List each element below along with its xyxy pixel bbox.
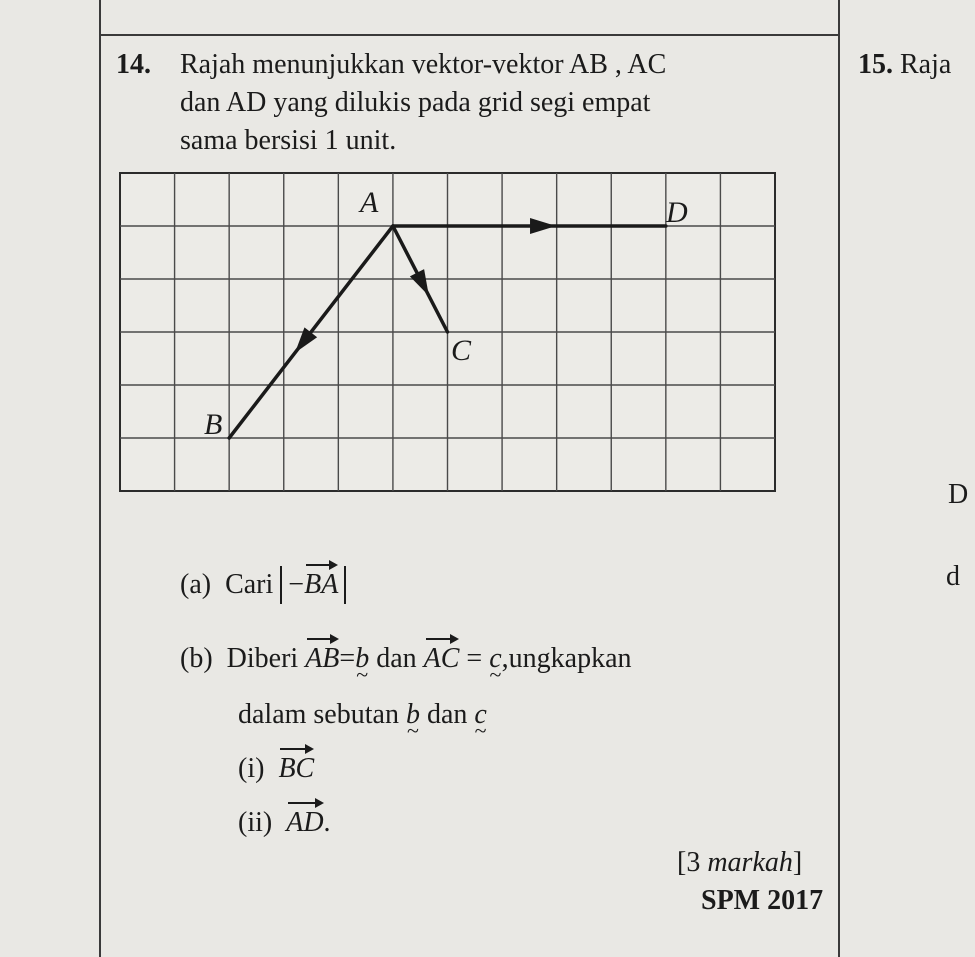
question-15-number: 15. Raja: [858, 49, 952, 80]
question-15-side-letter-lower: d: [946, 561, 960, 592]
point-label-D: D: [666, 196, 688, 229]
part-b-ii: (ii) AD.: [238, 807, 331, 838]
absolute-value: −BA: [280, 566, 346, 604]
question-14-line-1: Rajah menunjukkan vektor-vektor AB , AC: [180, 49, 667, 80]
part-b-line-2: dalam sebutan b ~ dan c ~: [238, 698, 487, 732]
point-label-A: A: [360, 186, 379, 219]
vector-BC: BC: [278, 753, 315, 784]
vector-AB: AB: [305, 643, 340, 674]
part-b-i: (i) BC: [238, 753, 315, 784]
vector-AC: AC: [423, 643, 460, 674]
symbol-c: c ~: [489, 642, 501, 676]
question-14-line-3: sama bersisi 1 unit.: [180, 125, 397, 156]
point-label-B: B: [204, 408, 223, 441]
question-14-number: 14.: [116, 49, 151, 80]
vector-AD: AD: [286, 807, 324, 838]
question-15-side-letter: D: [948, 479, 969, 510]
marks: [3 markah]: [677, 847, 803, 878]
question-14-line-2: dan AD yang dilukis pada grid segi empat: [180, 87, 651, 118]
point-label-C: C: [451, 334, 472, 367]
vector-BA: BA: [304, 569, 339, 600]
part-b-line-1: (b) Diberi AB=b ~ dan AC = c ~,ungkapkan: [180, 642, 632, 676]
symbol-b: b ~: [355, 642, 369, 676]
source-label: SPM 2017: [701, 885, 824, 916]
part-a: (a) Cari −BA: [180, 566, 346, 604]
